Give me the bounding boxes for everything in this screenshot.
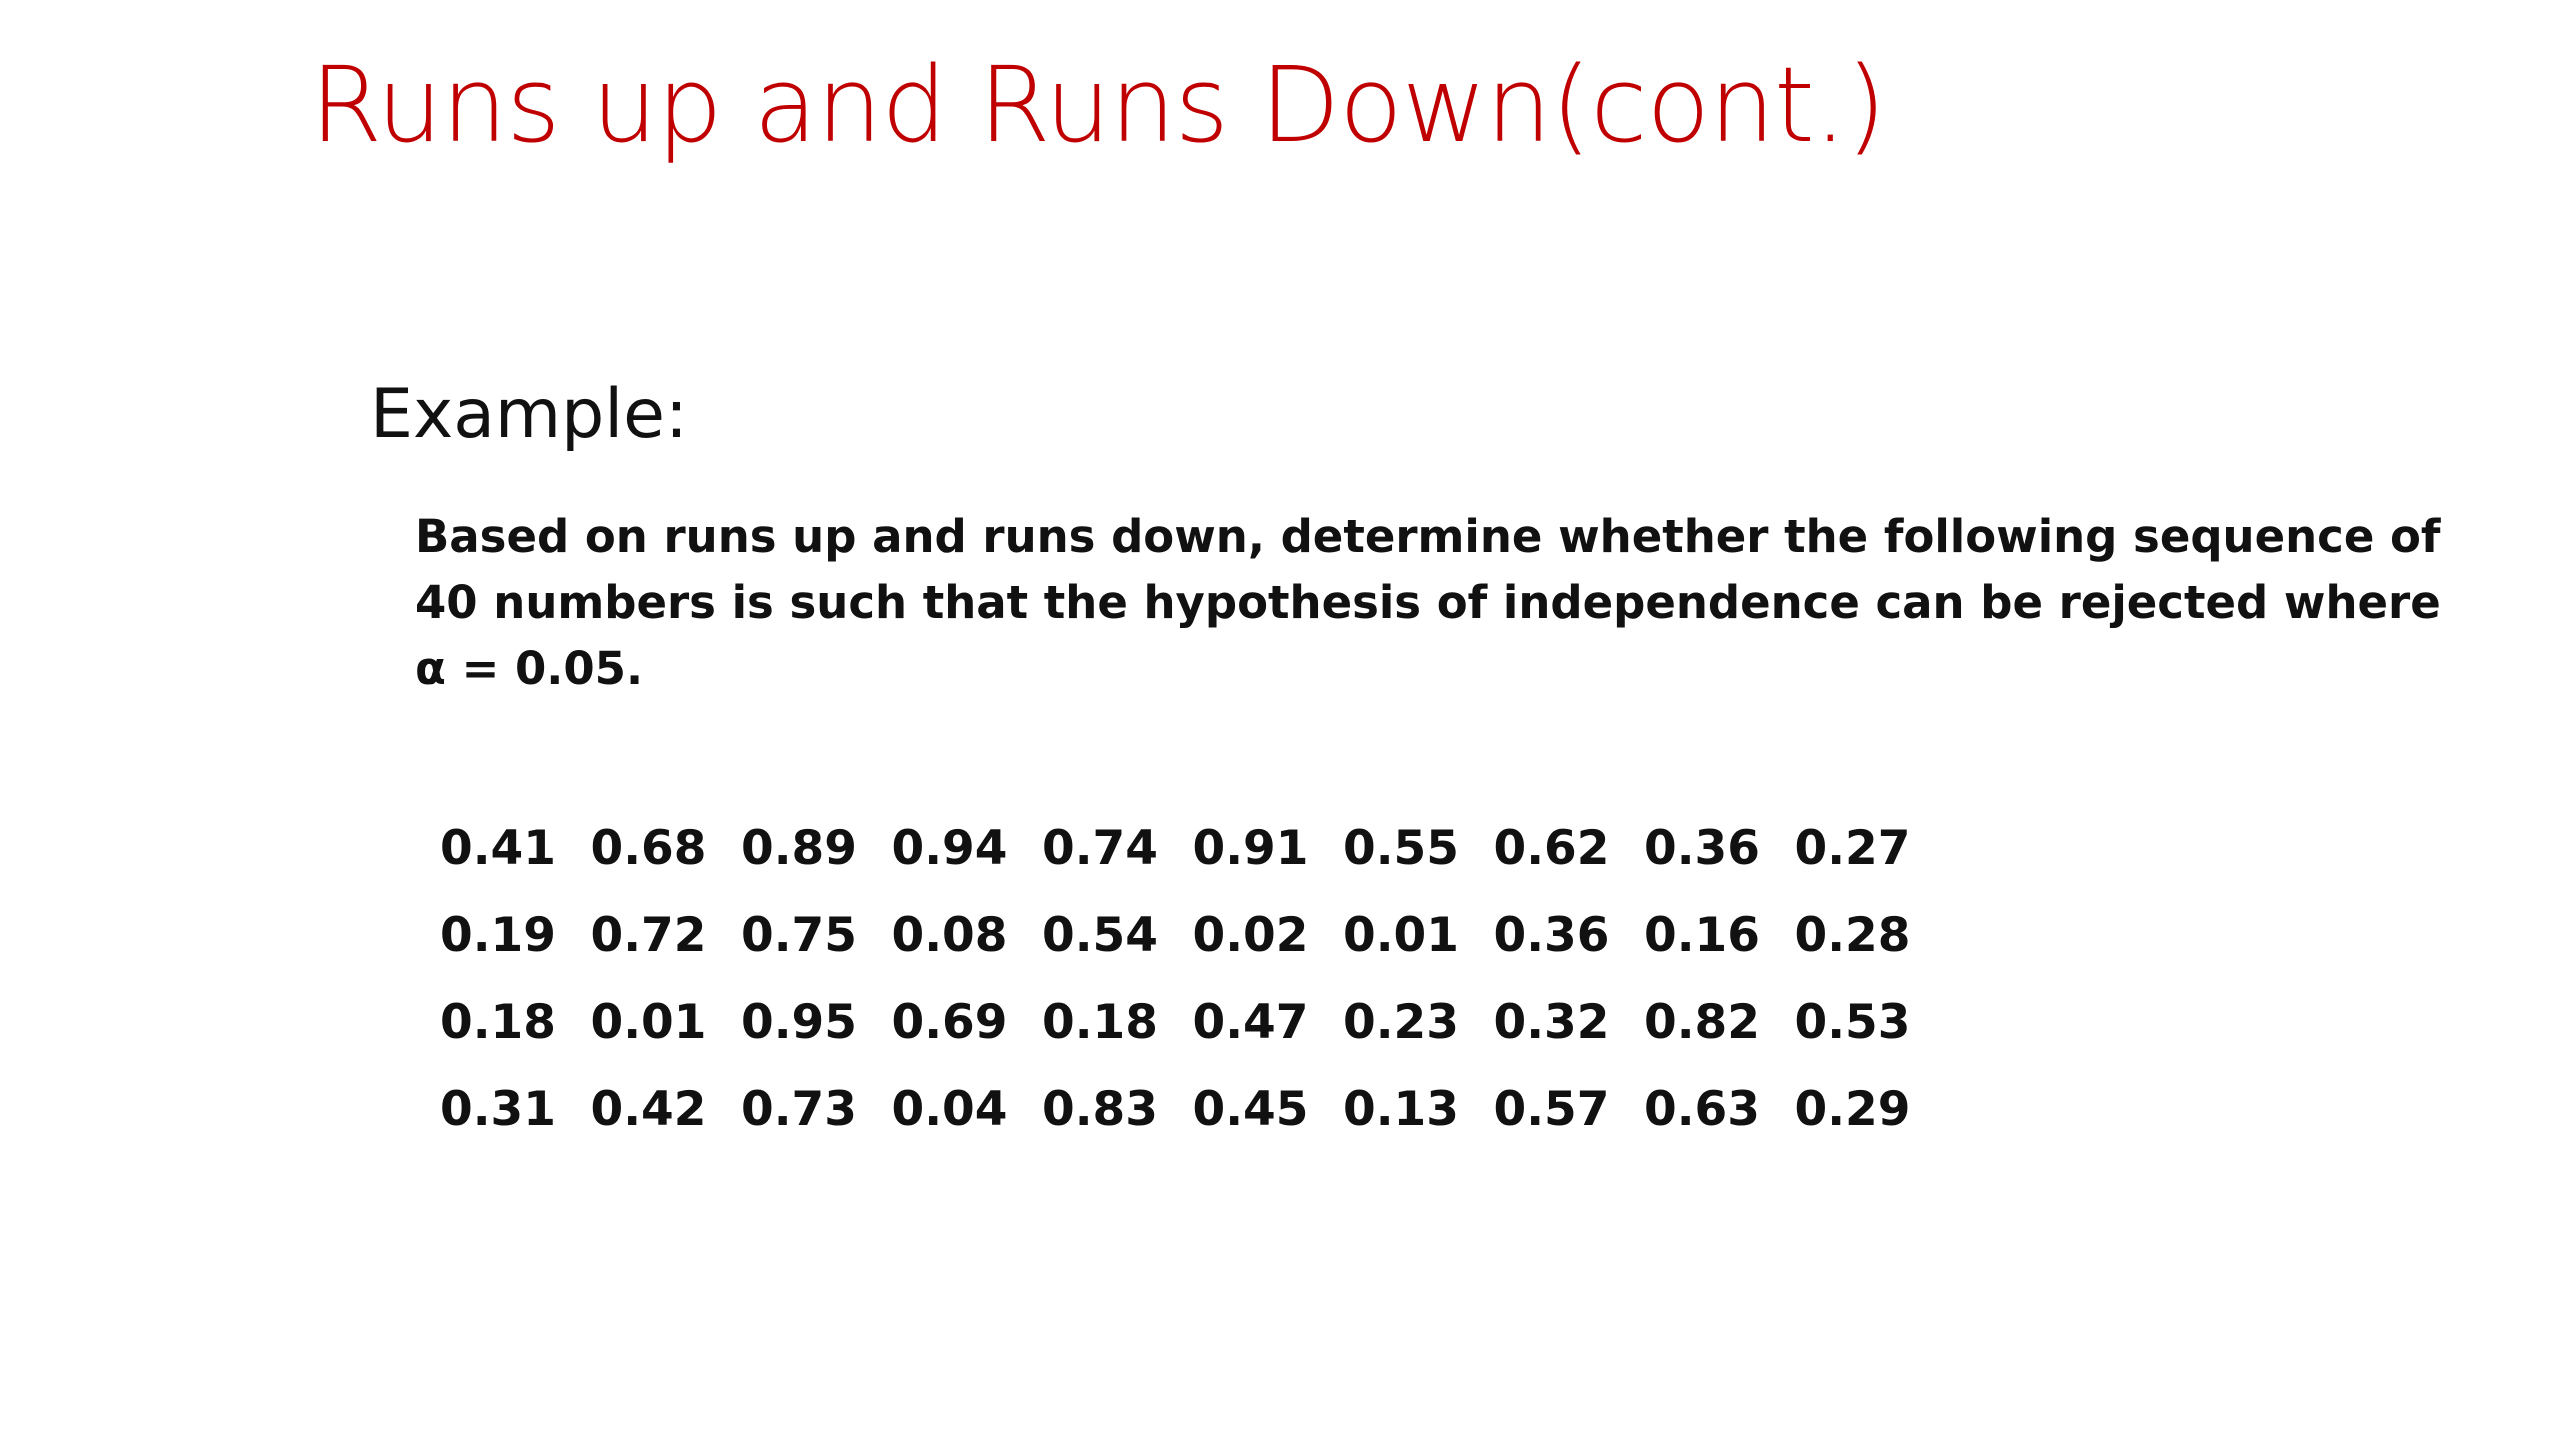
number-cell: 0.53 [1794, 995, 1911, 1050]
number-cell: 0.36 [1644, 821, 1760, 876]
number-cell: 0.83 [1042, 1082, 1158, 1137]
number-cell: 0.72 [590, 908, 707, 963]
number-cell: 0.74 [1042, 821, 1158, 876]
number-cell: 0.57 [1493, 1082, 1610, 1137]
table-row [440, 892, 1945, 979]
number-cell: 0.73 [741, 1082, 857, 1137]
number-cell: 0.18 [1042, 995, 1158, 1050]
number-cell: 0.68 [590, 821, 707, 876]
table-row [440, 1066, 1945, 1153]
number-cell: 0.91 [1192, 821, 1309, 876]
number-cell: 0.75 [741, 908, 857, 963]
number-cell: 0.32 [1493, 995, 1610, 1050]
numbers-table [440, 805, 1945, 1153]
number-cell: 0.94 [891, 821, 1008, 876]
number-cell: 0.42 [590, 1082, 707, 1137]
number-cell: 0.28 [1794, 908, 1911, 963]
number-cell: 0.31 [440, 1082, 556, 1137]
number-cell: 0.54 [1042, 908, 1158, 963]
problem-line: 40 numbers is such that the hypothesis of independence can be rejected where [415, 576, 2441, 629]
number-cell: 0.04 [891, 1082, 1008, 1137]
number-cell: 0.08 [891, 908, 1008, 963]
number-cell: 0.02 [1192, 908, 1309, 963]
number-cell: 0.01 [590, 995, 707, 1050]
number-cell: 0.95 [741, 995, 857, 1050]
number-cell: 0.62 [1493, 821, 1610, 876]
number-cell: 0.19 [440, 908, 556, 963]
number-cell: 0.13 [1343, 1082, 1459, 1137]
problem-statement [415, 504, 2441, 702]
table-row [440, 979, 1945, 1066]
number-cell: 0.27 [1794, 821, 1911, 876]
number-cell: 0.36 [1493, 908, 1610, 963]
table-row [440, 805, 1945, 892]
number-cell: 0.89 [741, 821, 857, 876]
number-cell: 0.45 [1192, 1082, 1309, 1137]
number-cell: 0.23 [1343, 995, 1459, 1050]
number-cell: 0.47 [1192, 995, 1309, 1050]
number-cell: 0.01 [1343, 908, 1459, 963]
number-cell: 0.16 [1644, 908, 1760, 963]
number-cell: 0.29 [1794, 1082, 1911, 1137]
number-cell: 0.55 [1343, 821, 1459, 876]
slide-title: Runs up and Runs Down(cont.) [310, 44, 1886, 166]
number-cell: 0.41 [440, 821, 556, 876]
problem-line: Based on runs up and runs down, determine whether the following sequence of [415, 510, 2441, 563]
number-cell: 0.18 [440, 995, 556, 1050]
number-cell: 0.63 [1644, 1082, 1760, 1137]
number-cell: 0.82 [1644, 995, 1760, 1050]
problem-line: α = 0.05. [415, 642, 644, 695]
number-cell: 0.69 [891, 995, 1008, 1050]
example-heading: Example: [370, 375, 688, 454]
